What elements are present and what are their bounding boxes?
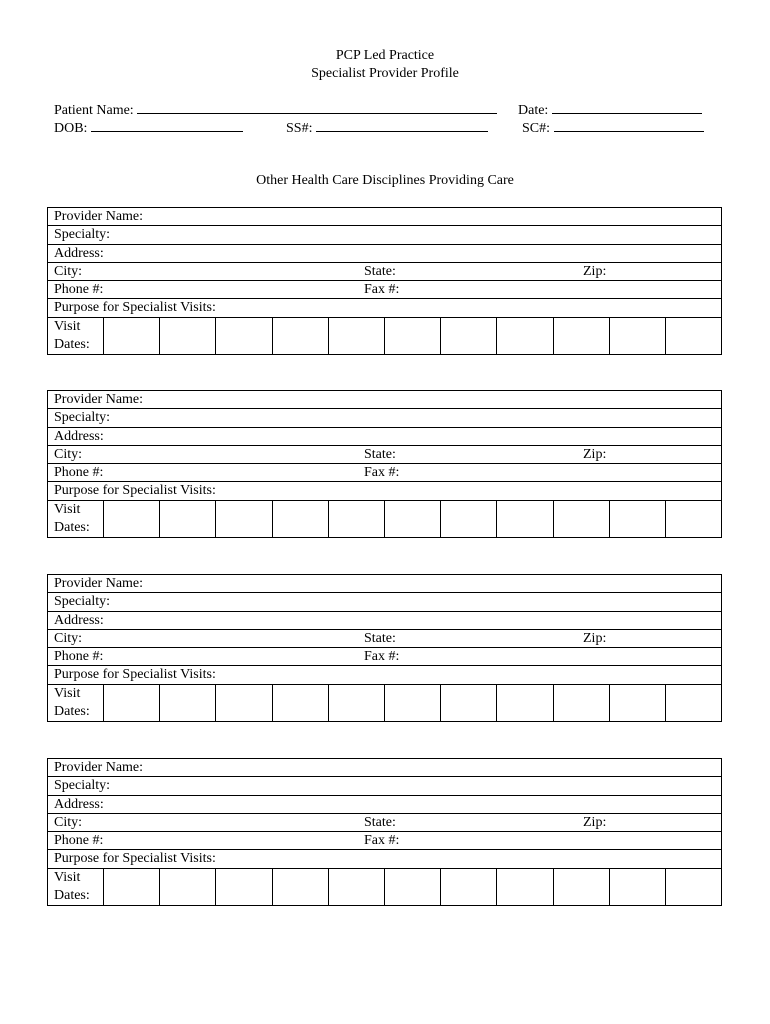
visit-date-cell[interactable] xyxy=(273,869,329,905)
visit-date-cell[interactable] xyxy=(329,318,385,354)
provider-name-row[interactable] xyxy=(48,391,721,409)
city-state-zip-row[interactable] xyxy=(48,263,721,281)
visit-date-cell[interactable] xyxy=(554,318,610,354)
patient-name-field[interactable] xyxy=(54,100,497,120)
provider-name-label: Provider Name: xyxy=(54,209,144,224)
ss-blank[interactable] xyxy=(316,118,488,132)
visit-dates-row xyxy=(48,318,721,354)
visit-date-cell[interactable] xyxy=(666,501,721,537)
city-label: City: xyxy=(54,263,83,279)
zip-label: Zip: xyxy=(583,263,607,279)
visit-date-cell[interactable] xyxy=(385,318,441,354)
provider-block xyxy=(47,207,722,355)
fax-label: Fax #: xyxy=(364,649,400,665)
visit-date-cell[interactable] xyxy=(104,318,160,354)
purpose-row[interactable] xyxy=(48,850,721,868)
visit-date-cell[interactable] xyxy=(441,869,497,905)
dob-label: DOB: xyxy=(54,121,88,136)
visit-dates-row xyxy=(48,869,721,905)
visit-date-cell[interactable] xyxy=(329,685,385,721)
state-label: State: xyxy=(364,446,396,462)
visit-date-cell[interactable] xyxy=(104,685,160,721)
visit-date-cell[interactable] xyxy=(666,869,721,905)
visit-date-cell[interactable] xyxy=(385,685,441,721)
visit-date-cell[interactable] xyxy=(385,869,441,905)
visit-date-cell[interactable] xyxy=(666,685,721,721)
visit-dates-label xyxy=(48,869,104,905)
visit-label-line1: Visit xyxy=(54,685,81,701)
visit-date-cell[interactable] xyxy=(385,501,441,537)
phone-fax-row[interactable] xyxy=(48,648,721,666)
visit-date-cell[interactable] xyxy=(441,685,497,721)
state-label: State: xyxy=(364,814,396,830)
visit-date-cell[interactable] xyxy=(497,869,553,905)
visit-label-line2: Dates: xyxy=(54,519,90,535)
date-label: Date: xyxy=(518,103,549,118)
dob-blank[interactable] xyxy=(91,118,243,132)
fax-label: Fax #: xyxy=(364,282,400,298)
specialty-label: Specialty: xyxy=(54,778,110,794)
zip-label: Zip: xyxy=(583,814,607,830)
address-row[interactable] xyxy=(48,245,721,263)
visit-date-cell[interactable] xyxy=(610,685,666,721)
visit-label-line2: Dates: xyxy=(54,887,90,903)
sc-label: SC#: xyxy=(522,121,551,136)
address-row[interactable] xyxy=(48,612,721,630)
visit-date-cell[interactable] xyxy=(497,501,553,537)
state-label: State: xyxy=(364,630,396,646)
address-row[interactable] xyxy=(48,796,721,814)
specialty-row[interactable] xyxy=(48,409,721,427)
fax-label: Fax #: xyxy=(364,465,400,481)
purpose-row[interactable] xyxy=(48,482,721,500)
ss-field[interactable] xyxy=(286,118,488,138)
visit-date-cell[interactable] xyxy=(216,685,272,721)
phone-fax-row[interactable] xyxy=(48,832,721,850)
sc-field[interactable] xyxy=(522,118,704,138)
date-field[interactable] xyxy=(518,100,702,120)
visit-date-cell[interactable] xyxy=(273,318,329,354)
visit-dates-label xyxy=(48,501,104,537)
purpose-label: Purpose for Specialist Visits: xyxy=(54,851,216,867)
visit-date-cell[interactable] xyxy=(160,685,216,721)
purpose-row[interactable] xyxy=(48,299,721,317)
visit-label-line1: Visit xyxy=(54,501,81,517)
visit-date-cell[interactable] xyxy=(273,501,329,537)
provider-name-label: Provider Name: xyxy=(54,760,144,775)
ss-label: SS#: xyxy=(286,121,313,136)
visit-dates-label xyxy=(48,685,104,721)
phone-label: Phone #: xyxy=(54,649,104,665)
patient-name-label: Patient Name: xyxy=(54,103,134,118)
visit-date-cell[interactable] xyxy=(610,869,666,905)
city-label: City: xyxy=(54,814,83,830)
visit-date-cell[interactable] xyxy=(329,501,385,537)
specialty-row[interactable] xyxy=(48,593,721,611)
visit-label-line1: Visit xyxy=(54,869,81,885)
city-state-zip-row[interactable] xyxy=(48,814,721,832)
visit-date-cell[interactable] xyxy=(216,501,272,537)
visit-date-cell[interactable] xyxy=(610,501,666,537)
address-label: Address: xyxy=(54,428,104,444)
zip-label: Zip: xyxy=(583,630,607,646)
specialty-label: Specialty: xyxy=(54,594,110,610)
provider-name-row[interactable] xyxy=(48,759,721,777)
visit-date-cell[interactable] xyxy=(273,685,329,721)
zip-label: Zip: xyxy=(583,446,607,462)
phone-label: Phone #: xyxy=(54,465,104,481)
provider-name-label: Provider Name: xyxy=(54,392,144,407)
sc-blank[interactable] xyxy=(554,118,704,132)
visit-date-cell[interactable] xyxy=(441,318,497,354)
specialty-row[interactable] xyxy=(48,777,721,795)
visit-label-line2: Dates: xyxy=(54,336,90,352)
visit-dates-row xyxy=(48,501,721,537)
form-subtitle: Specialist Provider Profile xyxy=(311,66,459,81)
city-state-zip-row[interactable] xyxy=(48,630,721,648)
purpose-row[interactable] xyxy=(48,666,721,684)
visit-date-cell[interactable] xyxy=(554,501,610,537)
visit-date-cell[interactable] xyxy=(666,318,721,354)
visit-date-cell[interactable] xyxy=(104,869,160,905)
form-title: PCP Led Practice xyxy=(335,48,435,63)
phone-label: Phone #: xyxy=(54,833,104,849)
date-blank[interactable] xyxy=(552,100,702,114)
provider-block xyxy=(47,390,722,538)
visit-date-cell[interactable] xyxy=(497,318,553,354)
fax-label: Fax #: xyxy=(364,833,400,849)
phone-fax-row[interactable] xyxy=(48,464,721,482)
address-label: Address: xyxy=(54,796,104,812)
provider-block xyxy=(47,758,722,906)
phone-label: Phone #: xyxy=(54,282,104,298)
visit-label-line1: Visit xyxy=(54,318,81,334)
specialty-label: Specialty: xyxy=(54,227,110,243)
visit-date-cell[interactable] xyxy=(610,318,666,354)
purpose-label: Purpose for Specialist Visits: xyxy=(54,300,216,316)
visit-date-cell[interactable] xyxy=(104,501,160,537)
provider-name-label: Provider Name: xyxy=(54,576,144,591)
specialty-row[interactable] xyxy=(48,226,721,244)
address-label: Address: xyxy=(54,245,104,261)
visit-date-cell[interactable] xyxy=(216,869,272,905)
visit-date-cell[interactable] xyxy=(160,501,216,537)
section-title: Other Health Care Disciplines Providing Care xyxy=(256,173,514,188)
visit-date-cell[interactable] xyxy=(216,318,272,354)
provider-name-row[interactable] xyxy=(48,208,721,226)
visit-date-cell[interactable] xyxy=(329,869,385,905)
purpose-label: Purpose for Specialist Visits: xyxy=(54,667,216,683)
provider-name-row[interactable] xyxy=(48,575,721,593)
state-label: State: xyxy=(364,263,396,279)
visit-dates-label xyxy=(48,318,104,354)
phone-fax-row[interactable] xyxy=(48,281,721,299)
visit-label-line2: Dates: xyxy=(54,703,90,719)
visit-date-cell[interactable] xyxy=(554,685,610,721)
city-label: City: xyxy=(54,630,83,646)
city-state-zip-row[interactable] xyxy=(48,446,721,464)
provider-block xyxy=(47,574,722,722)
patient-name-blank[interactable] xyxy=(137,100,497,114)
dob-field[interactable] xyxy=(54,118,243,138)
visit-date-cell[interactable] xyxy=(160,869,216,905)
purpose-label: Purpose for Specialist Visits: xyxy=(54,483,216,499)
visit-date-cell[interactable] xyxy=(554,869,610,905)
visit-date-cell[interactable] xyxy=(160,318,216,354)
visit-dates-row xyxy=(48,685,721,721)
address-label: Address: xyxy=(54,612,104,628)
visit-date-cell[interactable] xyxy=(497,685,553,721)
city-label: City: xyxy=(54,446,83,462)
specialty-label: Specialty: xyxy=(54,410,110,426)
address-row[interactable] xyxy=(48,428,721,446)
visit-date-cell[interactable] xyxy=(441,501,497,537)
